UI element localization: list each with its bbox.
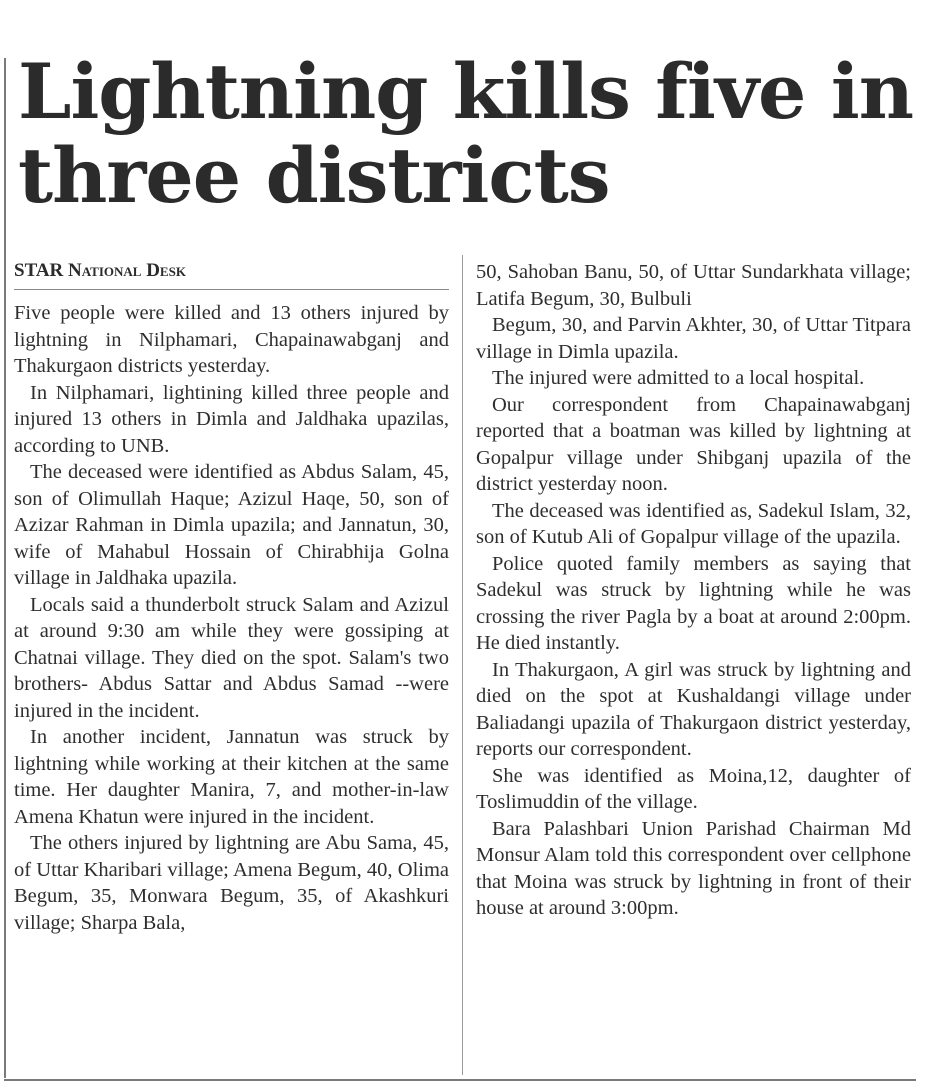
column-divider (462, 255, 463, 1075)
paragraph: 50, Sahoban Banu, 50, of Uttar Sundarkhata village; Latifa Begum, 30, Bulbuli (476, 261, 911, 310)
paragraph: Police quoted family members as saying that Sadekul was struck by lightning while he was crossing the river Pagla by a boat at around 2:00pm. He died instantly. (476, 552, 911, 654)
paragraph: The others injured by lightning are Abu Sama, 45, of Uttar Kharibari village; Amena Begum, 40, Olima Begum, 35, Monwara Begum, 35, of Akashkuri village; Sharpa Bala, (14, 832, 449, 934)
paragraph: Locals said a thunderbolt struck Salam and Azizul at around 9:30 am while they were gossiping at Chatnai village. They died on the spot. Salam's two brothers- Abdus Sattar and Abdus Samad --were injured in the incident. (14, 593, 449, 722)
paragraph: She was identified as Moina,12, daughter of Toslimuddin of the village. (476, 764, 911, 813)
byline-desk: National Desk (68, 260, 186, 281)
left-border-rule (4, 58, 6, 1078)
paragraph: Our correspondent from Chapainawabganj reported that a boatman was killed by lightning at Gopalpur village under Shibganj upazila of the district yesterday noon. (476, 393, 911, 495)
byline-lead: STAR (14, 260, 64, 281)
paragraph: Five people were killed and 13 others injured by lightning in Nilphamari, Chapainawabganj and Thakurgaon districts yesterday. (14, 302, 449, 377)
article-column-right (476, 259, 911, 922)
paragraph: The deceased were identified as Abdus Salam, 45, son of Olimullah Haque; Azizul Haqe, 50, son of Azizar Rahman in Dimla upazila; and Jannatun, 30, wife of Mahabul Hossain of Chirabhija Golna village in Jaldhaka upazila. (14, 461, 449, 589)
paragraph: In another incident, Jannatun was struck by lightning while working at their kitchen at the same time. Her daughter Manira, 7, and mother-in-law Amena Khatun were injured in the incident. (14, 726, 449, 828)
bottom-border-rule (4, 1079, 916, 1081)
paragraph: In Thakurgaon, A girl was struck by lightning and died on the spot at Kushaldangi village under Baliadangi upazila of Thakurgaon district yesterday, reports our correspondent. (476, 658, 911, 760)
paragraph: In Nilphamari, lightining killed three people and injured 13 others in Dimla and Jaldhaka upazilas, according to UNB. (14, 381, 449, 457)
paragraph: The injured were admitted to a local hospital. (492, 367, 865, 389)
byline (14, 259, 449, 290)
article-headline: Lightning kills five in three districts (18, 47, 913, 220)
paragraph: The deceased was identified as, Sadekul Islam, 32, son of Kutub Ali of Gopalpur village of the upazila. (476, 499, 911, 548)
paragraph: Bara Palashbari Union Parishad Chairman Md Monsur Alam told this correspondent over cellphone that Moina was struck by lightning in front of their house at around 3:00pm. (476, 817, 911, 919)
article-column-left (14, 259, 449, 936)
paragraph: Begum, 30, and Parvin Akhter, 30, of Uttar Titpara village in Dimla upazila. (476, 314, 911, 363)
